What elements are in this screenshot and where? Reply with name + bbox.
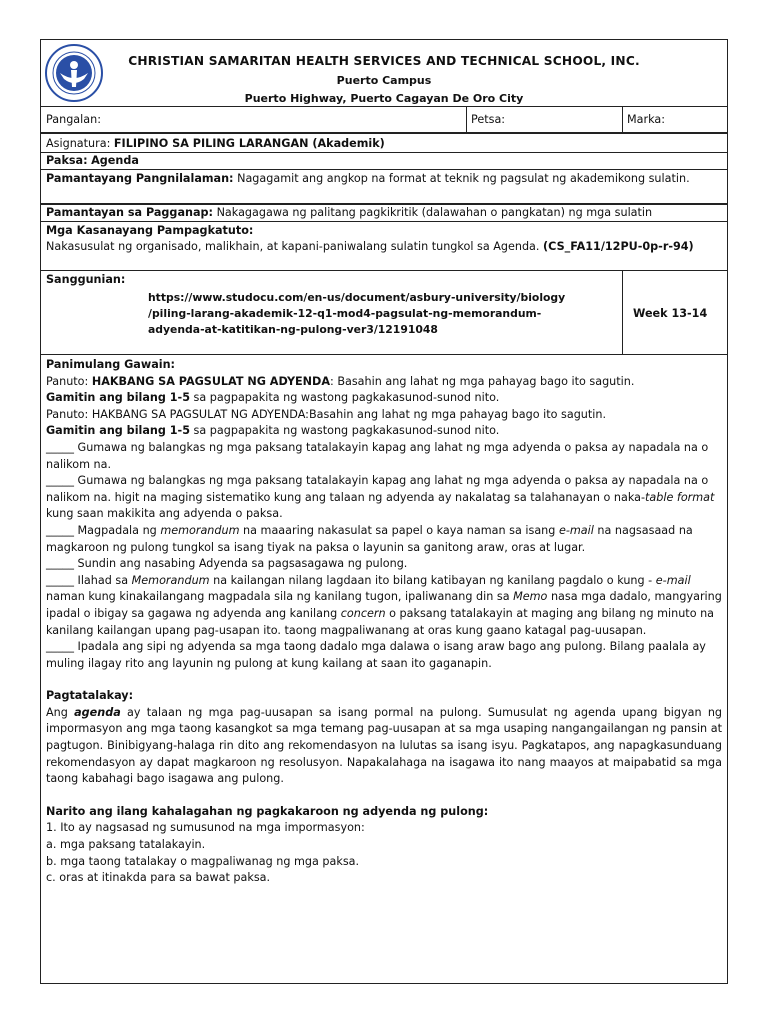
answer-blank[interactable]: _____ xyxy=(46,474,74,488)
school-name: CHRISTIAN SAMARITAN HEALTH SERVICES AND TECHNICAL SCHOOL, INC. xyxy=(128,54,640,68)
performance-standard-label: Pamantayan sa Pagganap: xyxy=(46,206,213,219)
answer-blank[interactable]: _____ xyxy=(46,523,74,537)
discussion-paragraph: Ang agenda ay talaan ng mga pag-uusapan sa isang pormal na pulong. Sumusulat ng agenda upang bigyan ng impormasyon ang mga taong kasangkot sa mga temang pag-uusapan at sa mga usaping nangangailangan ng pansin at pagtugon. Binibigyang-halaga rin dito ang rekomendasyon na lulutas sa isang isyu. Pagkatapos, ang napagkasunduang rekomendasyon ay dapat magkaroon ng resolusyon. Napakalahaga na isagawa ito nang maayos at maipabatid sa mga taong kabahagi bago isagawa ang pulong. xyxy=(46,705,723,786)
step-item: _____ Ilahad sa Memorandum na kailangan nilang lagdaan ito bilang katibayan ng kanilang pagdalo o kung - e-mail naman kung kinakailangang magpadala sila ng kanilang tugon, ipaliwanang din sa Memo nasa mga dadalo, mangyaring ipadal o ibigay sa gagawa ng adyenda ang kanilang concern o paksang tatalakayin at maging ang bilang ng minuto na kanilang kailangan upang pag-usapan ito. taong magpaliwanang at oras kung gaano katagal pag-uusapan. xyxy=(46,573,722,637)
school-header xyxy=(41,40,727,105)
reference-url[interactable]: /piling-larang-akademik-12-q1-mod4-pagsulat-ng-memorandum- xyxy=(148,307,542,320)
content-standard-value: Nagagamit ang angkop na format at teknik ng pagsulat ng akademikong sulatin. xyxy=(237,172,690,185)
answer-blank[interactable]: _____ xyxy=(46,557,74,571)
reference-url[interactable]: adyenda-at-katitikan-ng-pulong-ver3/12191048 xyxy=(148,323,438,336)
divider xyxy=(622,271,623,355)
subject-label: Asignatura: xyxy=(46,137,111,150)
performance-standard-row xyxy=(41,203,727,221)
divider xyxy=(466,107,467,133)
competency-value: Nakasusulat ng organisado, malikhain, at kapani-paniwalang sulatin tungkol sa Agenda. xyxy=(46,240,540,253)
importance-title: Narito ang ilang kahalagahan ng pagkakaroon ng adyenda ng pulong: xyxy=(46,804,489,818)
activity-title: Panimulang Gawain: xyxy=(46,358,176,371)
competency-row xyxy=(41,221,727,270)
lesson-body xyxy=(41,354,727,983)
name-label: Pangalan: xyxy=(46,113,101,126)
instruction-line: Panuto: HAKBANG SA PAGSULAT NG ADYENDA:Basahin ang lahat ng mga pahayag bago ito sagutin. xyxy=(46,407,607,421)
student-info-row xyxy=(41,106,727,132)
topic-value: Agenda xyxy=(91,154,139,167)
content-standard-row xyxy=(41,169,727,203)
step-item: _____ Magpadala ng memorandum na maaaring nakasulat sa papel o kaya naman sa isang e-mail na nagsasaad na magkaroon ng pulong tungkol sa isang tiyak na paksa o layunin sa ganitong araw, oras at lugar. xyxy=(46,523,693,554)
list-item: c. oras at itinakda para sa bawat paksa. xyxy=(46,871,271,885)
campus-name: Puerto Campus xyxy=(336,74,432,87)
reference-label: Sanggunian: xyxy=(46,273,126,286)
instruction-line: Gamitin ang bilang 1-5 sa pagpapakita ng wastong pagkakasunod-sunod nito. xyxy=(46,391,500,405)
subject-value: FILIPINO SA PILING LARANGAN (Akademik) xyxy=(113,137,385,150)
list-item: 1. Ito ay nagsasad ng sumusunod na mga impormasyon: xyxy=(46,821,365,835)
answer-blank[interactable]: _____ xyxy=(46,440,74,454)
reference-url[interactable]: https://www.studocu.com/en-us/document/asbury-university/biology xyxy=(148,291,566,304)
step-item: _____ Sundin ang nasabing Adyenda sa pagsasagawa ng pulong. xyxy=(46,557,408,571)
performance-standard-value: Nakagagawa ng palitang pagkikritik (dalawahan o pangkatan) ng mga sulatin xyxy=(216,206,653,219)
topic-label: Paksa: xyxy=(46,154,88,167)
divider xyxy=(622,107,623,133)
discussion-title: Pagtatalakay: xyxy=(46,689,134,703)
date-label: Petsa: xyxy=(471,113,506,126)
reference-row xyxy=(41,270,727,354)
subject-row xyxy=(41,132,727,152)
content-standard-label: Pamantayang Pangnilalaman: xyxy=(46,172,234,185)
instruction-line: Panuto: HAKBANG SA PAGSULAT NG ADYENDA: Basahin ang lahat ng mga pahayag bago ito sagutin. xyxy=(46,374,635,388)
competency-code: (CS_FA11/12PU-0p-r-94) xyxy=(543,240,694,253)
worksheet xyxy=(40,39,728,984)
step-item: _____ Gumawa ng balangkas ng mga paksang tatalakayin kapag ang lahat ng mga adyenda o paksa ay napadala na o nalikom na. higit na maging sistematiko kung ang talaan ng adyenda ay nakalatag sa talahanayan o naka-table format kung saan makikita ang adyenda o paksa. xyxy=(46,474,715,521)
step-item: _____ Gumawa ng balangkas ng mga paksang tatalakayin kapag ang lahat ng mga adyenda o paksa ay napadala na o nalikom na. xyxy=(46,440,709,471)
step-item: _____ Ipadala ang sipi ng adyenda sa mga taong dadalo mga dalawa o isang araw bago ang pulong. Bilang paalala ay muling ilagay rito ang layunin ng pulong at kung kailang at saan ito gaganapin. xyxy=(46,640,706,670)
list-item: b. mga taong tatalakay o magpaliwanag ng mga paksa. xyxy=(46,854,360,868)
instruction-line: Gamitin ang bilang 1-5 sa pagpapakita ng wastong pagkakasunod-sunod nito. xyxy=(46,424,500,438)
week-label: Week 13-14 xyxy=(633,307,708,320)
list-item: a. mga paksang tatalakayin. xyxy=(46,838,206,852)
answer-blank[interactable]: _____ xyxy=(46,640,74,654)
school-address: Puerto Highway, Puerto Cagayan De Oro City xyxy=(244,92,524,105)
answer-blank[interactable]: _____ xyxy=(46,573,74,587)
competency-label: Mga Kasanayang Pampagkatuto: xyxy=(46,224,254,237)
score-label: Marka: xyxy=(627,113,666,126)
topic-row xyxy=(41,152,727,169)
